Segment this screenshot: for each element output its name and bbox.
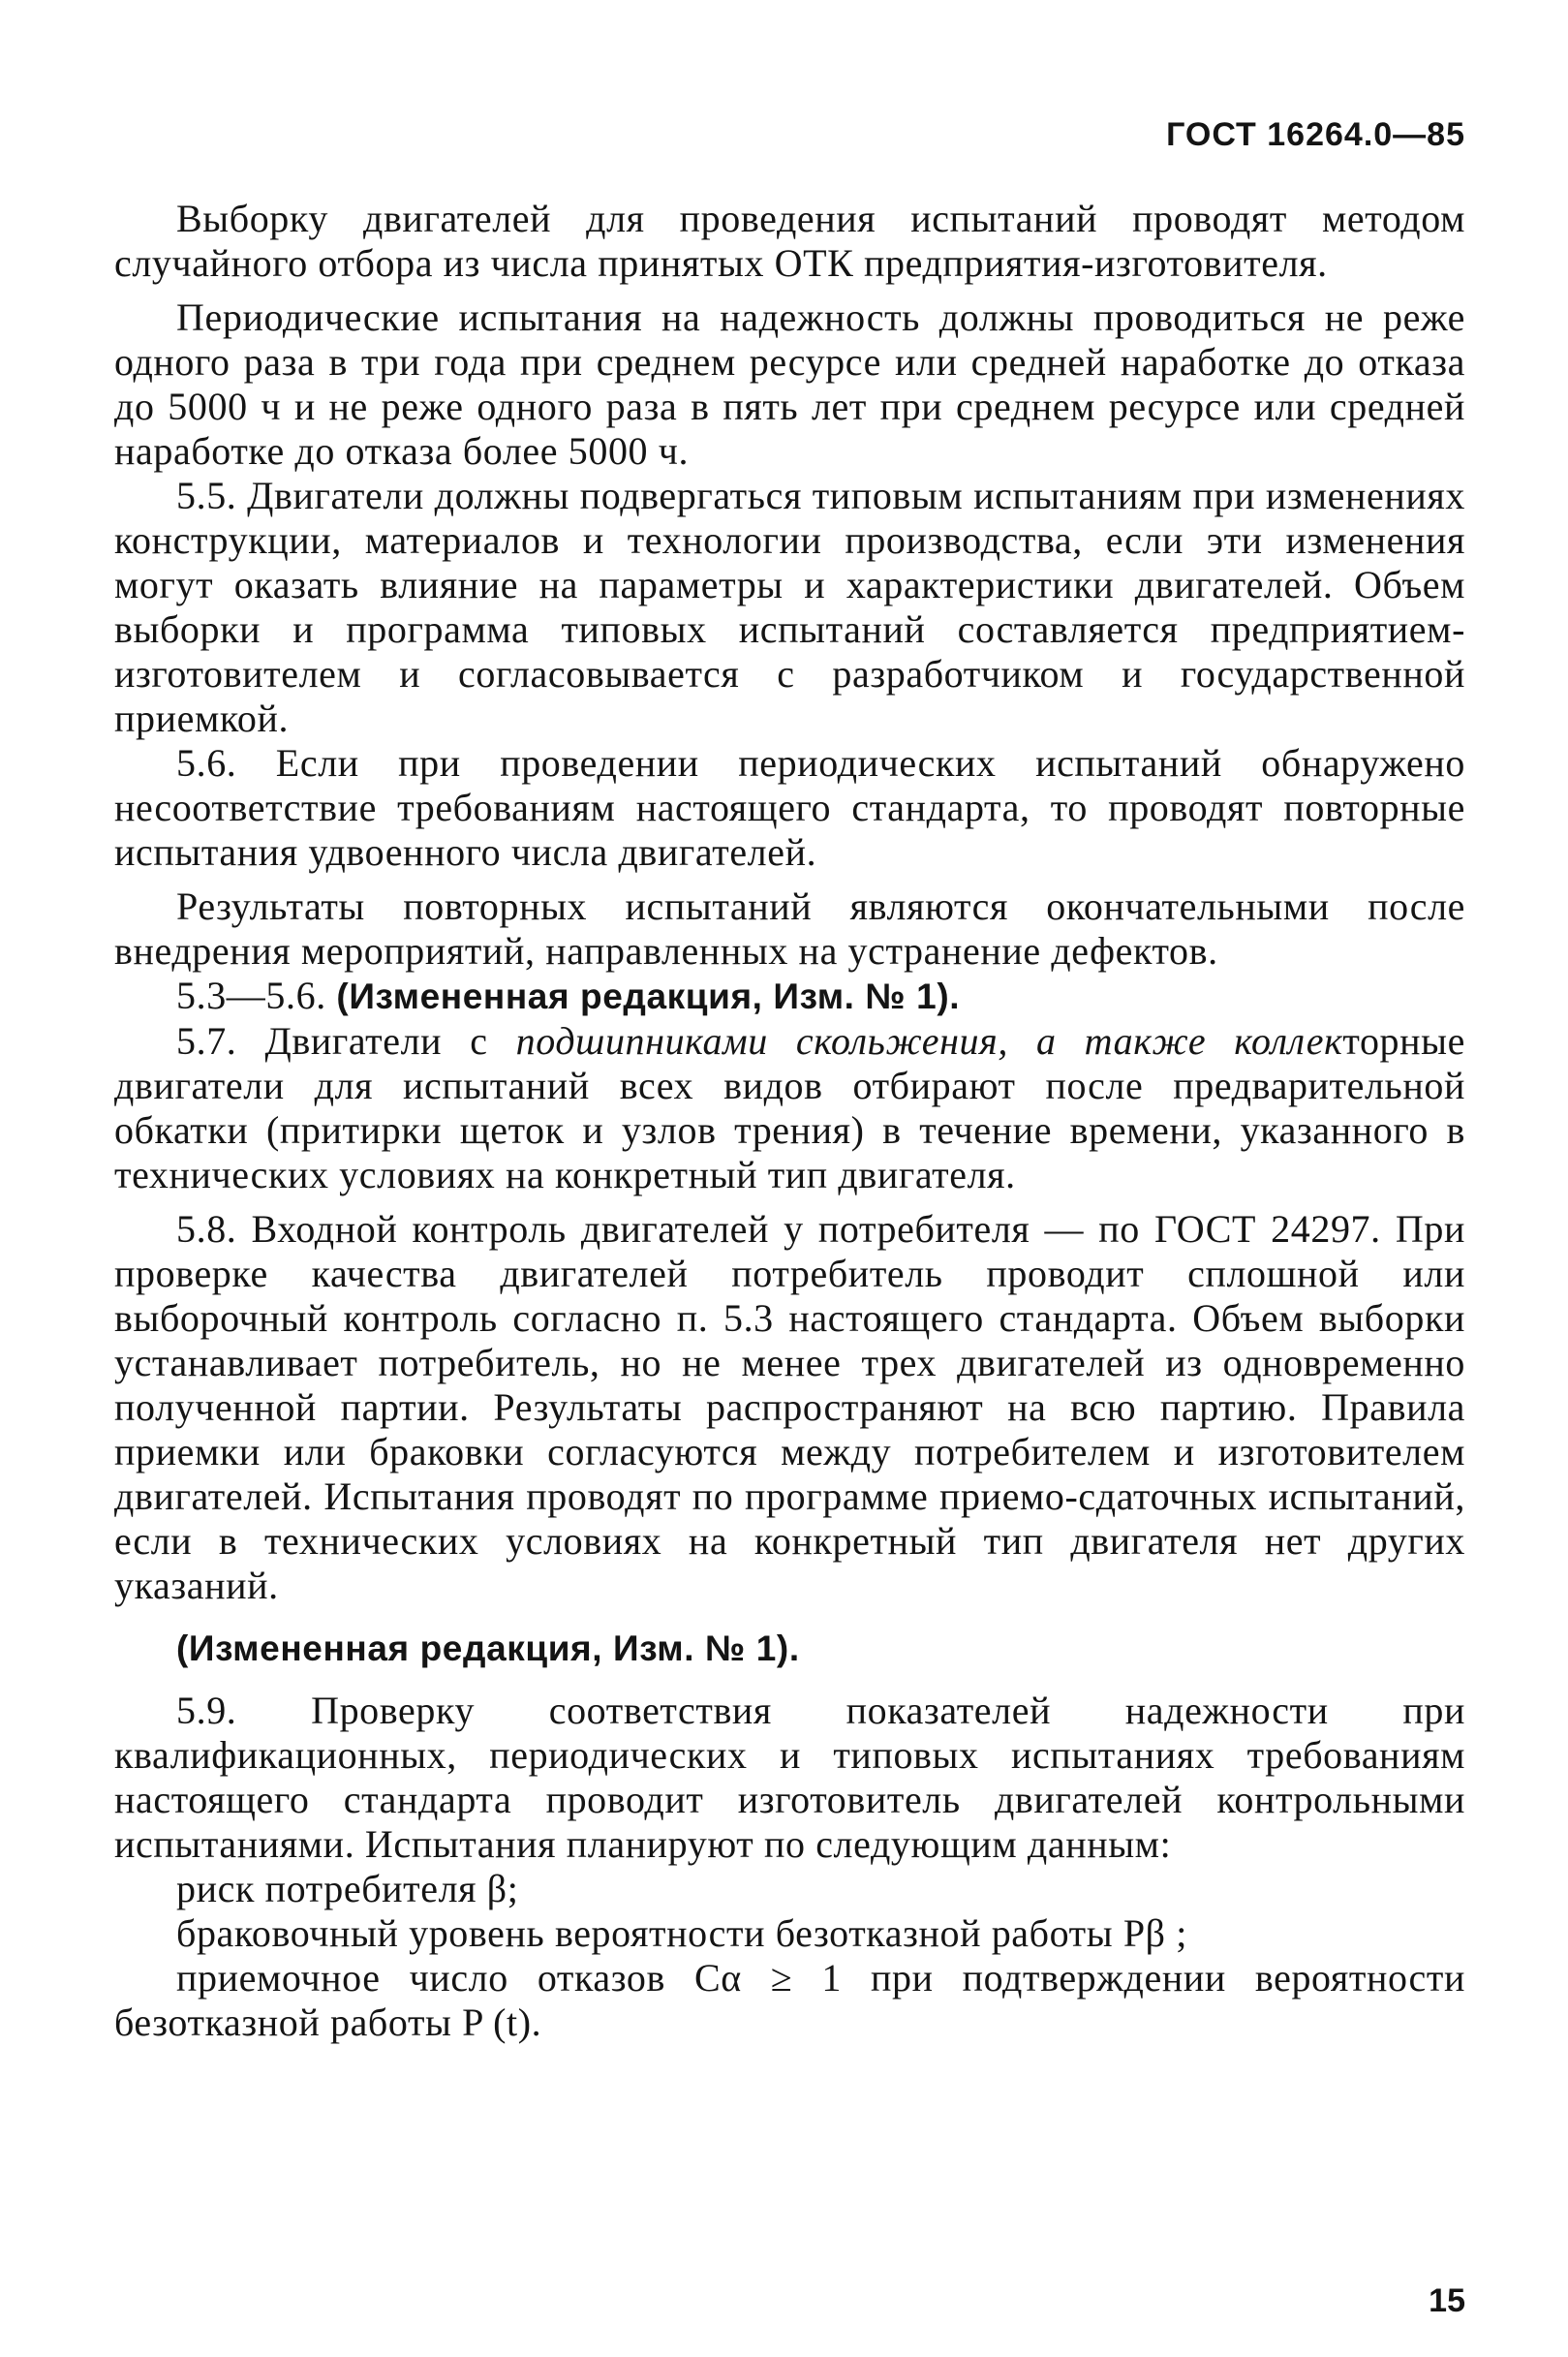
page-number: 15 xyxy=(1429,2282,1465,2319)
paragraph-5-8: 5.8. Входной контроль двигателей у потребителя — по ГОСТ 24297. При проверке качества двигателей потребитель проводит сплошной или выборочный контроль согласно п. 5.3 настоящего стандарта. Объем выборки устанавливает потребитель, но не менее трех двигателей из одновременно полученной партии. Результаты распространяют на всю партию. Правила приемки или браковки согласуются между потребителем и изготовителем двигателей. Испытания проводят по программе приемо-сдаточных испытаний, если в технических условиях на конкретный тип двигателя нет других указаний. xyxy=(114,1207,1465,1607)
paragraph-5-9: 5.9. Проверку соответствия показателей надежности при квалификационных, периодических и типовых испытаниях требованиям настоящего стандарта проводит изготовитель двигателей контрольными испытаниями. Испытания планируют по следующим данным: xyxy=(114,1689,1465,1866)
list-item-acceptance-number: приемочное число отказов Cα ≥ 1 при подтверждении вероятности безотказной работы P (t). xyxy=(114,1956,1465,2044)
document-page xyxy=(114,0,1465,2357)
paragraph-5-7 xyxy=(114,1019,1465,1197)
paragraph-5-7-italic: подшипниками скольжения, а также коллек xyxy=(515,1019,1343,1063)
paragraph-5-5: 5.5. Двигатели должны подвергаться типовым испытаниям при изменениях конструкции, материалов и технологии производства, если эти изменения могут оказать влияние на параметры и характеристики двигателей. Объем выборки и программа типовых испытаний составляется предприятием-изготовителем и согласовывается с разработчиком и государственной приемкой. xyxy=(114,474,1465,740)
document-body xyxy=(114,197,1465,2045)
paragraph-sampling: Выборку двигателей для проведения испытаний проводят методом случайного отбора из числа принятых ОТК предприятия-изготовителя. xyxy=(114,197,1465,285)
paragraph-revision-note-2 xyxy=(114,1626,1465,1671)
paragraph-repeat-results: Результаты повторных испытаний являются окончательными после внедрения мероприятий, направленных на устранение дефектов. xyxy=(114,884,1465,973)
paragraph-5-6: 5.6. Если при проведении периодических испытаний обнаружено несоответствие требованиям настоящего стандарта, то проводят повторные испытания удвоенного числа двигателей. xyxy=(114,741,1465,874)
list-item-rejection-level: браковочный уровень вероятности безотказной работы Pβ ; xyxy=(176,1911,1187,1955)
standard-header: ГОСТ 16264.0—85 xyxy=(1166,116,1465,153)
paragraph-revision-note-1 xyxy=(114,974,1465,1019)
paragraph-5-7-rest: торные двигатели для испытаний всех видов отбирают после предварительной обкатки (притирки щеток и узлов трения) в течение времени, указанного в технических условиях на конкретный тип двигателя. xyxy=(114,1019,1465,1196)
list-item-consumer-risk: риск потребителя β; xyxy=(176,1867,519,1910)
paragraph-periodic-tests: Периодические испытания на надежность должны проводиться не реже одного раза в три года при среднем ресурсе или средней наработке до отказа до 5000 ч и не реже одного раза в пять лет при среднем ресурсе или средней наработке до отказа более 5000 ч. xyxy=(114,295,1465,473)
paragraph-5-7-start: 5.7. Двигатели с xyxy=(176,1019,488,1063)
revision-note-bold: (Измененная редакция, Изм. № 1). xyxy=(176,1628,800,1668)
revision-note-bold: (Измененная редакция, Изм. № 1). xyxy=(336,977,961,1016)
revision-range: 5.3—5.6. xyxy=(176,974,326,1017)
